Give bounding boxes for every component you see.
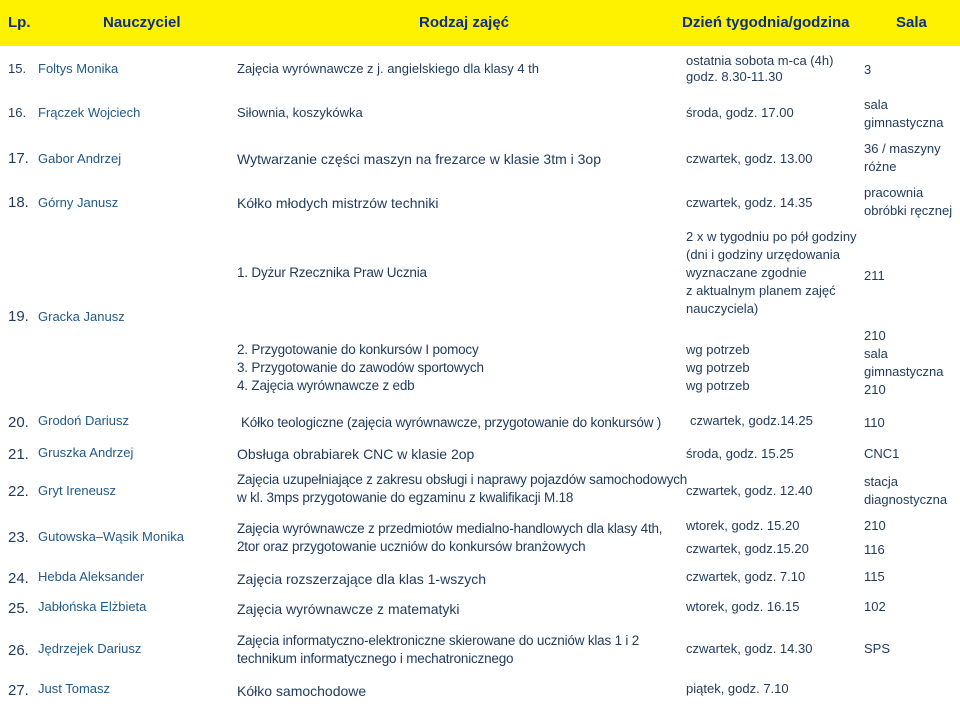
header-teacher: Nauczyciel <box>103 14 181 31</box>
row-class: technikum informatycznego i mechatronicznego <box>237 651 514 666</box>
row-day: 2 x w tygodniu po pół godziny <box>686 229 857 244</box>
row-class: w kl. 3mps przygotowanie do egzaminu z kwalifikacji M.18 <box>237 490 574 505</box>
row-class: Siłownia, koszykówka <box>237 105 363 120</box>
row-room: 116 <box>864 542 885 557</box>
row-class: 3. Przygotowanie do zawodów sportowych <box>237 360 484 375</box>
row-lp: 16. <box>8 105 27 120</box>
row-teacher: Frączek Wojciech <box>38 105 141 120</box>
row-class: 2. Przygotowanie do konkursów I pomocy <box>237 342 479 357</box>
row-class: Zajęcia wyrównawcze z matematyki <box>237 601 460 617</box>
row-class: Zajęcia wyrównawcze z przedmiotów medialno-handlowych dla klasy 4th, <box>237 521 663 536</box>
row-room: CNC1 <box>864 446 900 461</box>
row-room: 3 <box>864 62 872 77</box>
row-room: stacja <box>864 474 898 489</box>
row-lp: 20. <box>8 414 29 431</box>
row-room: pracownia <box>864 185 924 200</box>
row-room: 210 <box>864 518 886 533</box>
row-day: czwartek, godz. 14.35 <box>686 195 813 210</box>
row-teacher: Gryt Ireneusz <box>38 483 117 498</box>
row-day: wtorek, godz. 16.15 <box>686 599 800 614</box>
row-day: wyznaczane zgodnie <box>686 265 807 280</box>
row-room: obróbki ręcznej <box>864 203 953 218</box>
row-room: gimnastyczna <box>864 364 944 379</box>
row-class: Wytwarzanie części maszyn na frezarce w klasie 3tm i 3op <box>237 151 601 167</box>
row-day: z aktualnym planem zajęć <box>686 283 836 298</box>
row-lp: 26. <box>8 642 29 659</box>
row-teacher: Gutowska–Wąsik Monika <box>38 529 184 544</box>
row-lp: 19. <box>8 308 29 325</box>
row-class: Obsługa obrabiarek CNC w klasie 2op <box>237 446 475 462</box>
row-class: Kółko młodych mistrzów techniki <box>237 195 439 211</box>
row-room: 210 <box>864 328 886 343</box>
row-class: 4. Zajęcia wyrównawcze z edb <box>237 378 415 393</box>
row-class: 2tor oraz przygotowanie uczniów do konkursów branżowych <box>237 539 586 554</box>
row-teacher: Gracka Janusz <box>38 309 125 324</box>
header-class-type: Rodzaj zajęć <box>419 14 510 31</box>
row-lp: 22. <box>8 483 29 500</box>
row-day: ostatnia sobota m-ca (4h) <box>686 53 834 68</box>
row-lp: 17. <box>8 150 29 167</box>
row-day: czwartek, godz. 13.00 <box>686 151 813 166</box>
row-class: Zajęcia uzupełniające z zakresu obsługi i naprawy pojazdów samochodowych <box>237 472 688 487</box>
row-teacher: Foltys Monika <box>38 61 119 76</box>
row-class: 1. Dyżur Rzecznika Praw Ucznia <box>237 265 427 280</box>
row-day: nauczyciela) <box>686 301 759 316</box>
row-room: diagnostyczna <box>864 492 948 507</box>
row-lp: 24. <box>8 570 29 587</box>
row-day: wg potrzeb <box>686 378 750 393</box>
header-room: Sala <box>896 14 927 31</box>
row-room: 36 / maszyny <box>864 141 941 156</box>
row-room: 110 <box>864 415 885 430</box>
row-class: Zajęcia informatyczno-elektroniczne skierowane do uczniów klas 1 i 2 <box>237 633 640 648</box>
row-teacher: Górny Janusz <box>38 195 119 210</box>
row-class: Kółko teologiczne (zajęcia wyrównawcze, przygotowanie do konkursów ) <box>241 415 662 430</box>
row-lp: 25. <box>8 600 29 617</box>
row-day: wg potrzeb <box>686 360 750 375</box>
row-room: 211 <box>864 268 885 283</box>
header-lp: Lp. <box>8 14 31 31</box>
row-day: piątek, godz. 7.10 <box>686 681 789 696</box>
row-lp: 23. <box>8 529 29 546</box>
row-day: środa, godz. 15.25 <box>686 446 794 461</box>
row-day: czwartek, godz. 7.10 <box>686 569 806 584</box>
header-day-time: Dzień tygodnia/godzina <box>682 14 850 31</box>
row-day: wg potrzeb <box>686 342 750 357</box>
row-day: czwartek, godz.14.25 <box>690 413 813 428</box>
row-day: czwartek, godz. 12.40 <box>686 483 813 498</box>
row-room: 102 <box>864 599 886 614</box>
row-teacher: Gabor Andrzej <box>38 151 122 166</box>
row-day: godz. 8.30-11.30 <box>686 69 783 84</box>
row-room: sala <box>864 97 888 112</box>
row-room: gimnastyczna <box>864 115 944 130</box>
row-class: Kółko samochodowe <box>237 683 367 699</box>
row-teacher: Jabłońska Elżbieta <box>38 599 147 614</box>
row-room: różne <box>864 159 897 174</box>
row-room: 210 <box>864 382 886 397</box>
row-room: sala <box>864 346 888 361</box>
row-day: wtorek, godz. 15.20 <box>686 518 800 533</box>
row-teacher: Gruszka Andrzej <box>38 445 134 460</box>
row-class: Zajęcia rozszerzające dla klas 1-wszych <box>237 571 486 587</box>
row-day: czwartek, godz. 14.30 <box>686 641 813 656</box>
row-lp: 27. <box>8 682 29 699</box>
row-room: 115 <box>864 569 885 584</box>
row-lp: 21. <box>8 446 29 463</box>
row-teacher: Just Tomasz <box>38 681 111 696</box>
row-day: (dni i godziny urzędowania <box>686 247 840 262</box>
row-teacher: Jędrzejek Dariusz <box>38 641 142 656</box>
row-teacher: Grodoń Dariusz <box>38 413 130 428</box>
row-lp: 15. <box>8 61 27 76</box>
row-lp: 18. <box>8 194 29 211</box>
row-day: środa, godz. 17.00 <box>686 105 794 120</box>
row-class: Zajęcia wyrównawcze z j. angielskiego dla klasy 4 th <box>237 61 540 76</box>
row-room: SPS <box>864 641 891 656</box>
table-header <box>0 0 960 46</box>
row-teacher: Hebda Aleksander <box>38 569 145 584</box>
row-day: czwartek, godz.15.20 <box>686 541 809 556</box>
